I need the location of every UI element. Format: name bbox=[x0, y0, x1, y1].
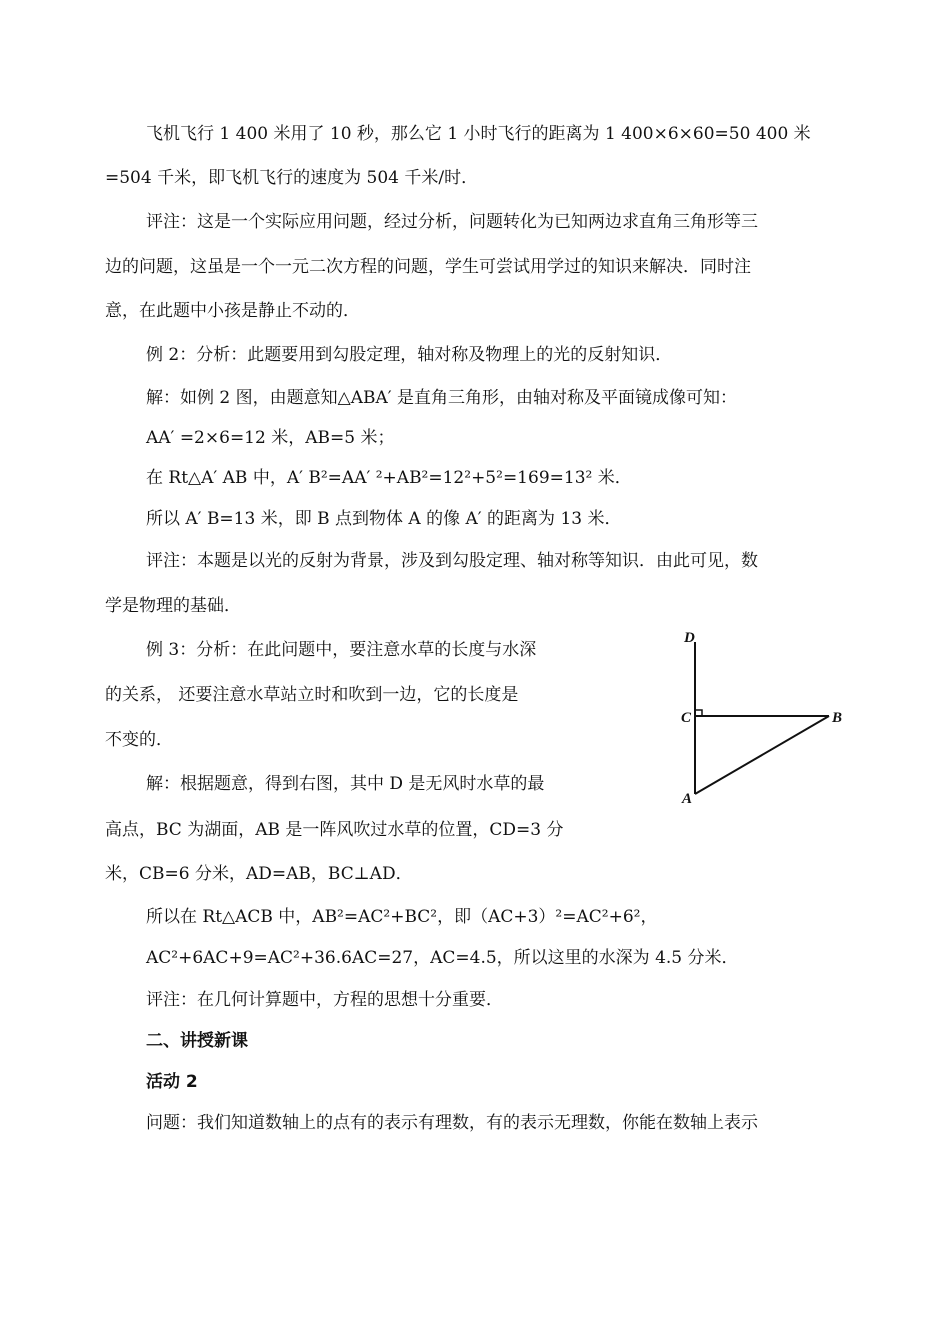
triangle-figure bbox=[676, 628, 856, 810]
paragraph-line: 所以在 Rt△ACB 中，AB²=AC²+BC²，即（AC+3）²=AC²+6²， bbox=[146, 907, 658, 927]
paragraph-line: 解：如例 2 图，由题意知△ABA′ 是直角三角形，由轴对称及平面镜成像可知： bbox=[146, 388, 738, 408]
paragraph-line: 意，在此题中小孩是静止不动的． bbox=[105, 301, 360, 321]
paragraph-line: 解：根据题意，得到右图，其中 D 是无风时水草的最 bbox=[146, 774, 545, 794]
paragraph-line: 不变的． bbox=[105, 730, 173, 750]
paragraph-line: 评注：本题是以光的反射为背景，涉及到勾股定理、轴对称等知识．由此可见，数 bbox=[146, 551, 758, 571]
paragraph-line: AA′ =2×6=12 米，AB=5 米； bbox=[146, 428, 395, 448]
label-b: B bbox=[832, 710, 843, 726]
paragraph-line: 例 2：分析：此题要用到勾股定理，轴对称及物理上的光的反射知识． bbox=[146, 345, 673, 365]
paragraph-line: 边的问题，这虽是一个一元二次方程的问题，学生可尝试用学过的知识来解决．同时注 bbox=[105, 257, 751, 277]
paragraph-line: 学是物理的基础． bbox=[105, 596, 241, 616]
section-heading: 二、讲授新课 bbox=[146, 1031, 248, 1051]
paragraph-line: 所以 A′ B=13 米，即 B 点到物体 A 的像 A′ 的距离为 13 米． bbox=[146, 509, 622, 529]
paragraph-line: 问题：我们知道数轴上的点有的表示有理数，有的表示无理数，你能在数轴上表示 bbox=[146, 1113, 758, 1133]
paragraph-line: 评注：在几何计算题中，方程的思想十分重要． bbox=[146, 990, 503, 1010]
label-c: C bbox=[681, 710, 692, 726]
paragraph-line: 的关系， 还要注意水草站立时和吹到一边，它的长度是 bbox=[105, 685, 519, 705]
paragraph-line: 在 Rt△A′ AB 中，A′ B²=AA′ ²+AB²=12²+5²=169=13² 米． bbox=[146, 468, 632, 488]
paragraph-line: 高点，BC 为湖面，AB 是一阵风吹过水草的位置，CD=3 分 bbox=[105, 820, 564, 840]
label-a: A bbox=[682, 791, 693, 807]
paragraph-line: AC²+6AC+9=AC²+36.6AC=27，AC=4.5，所以这里的水深为 4.5 分米． bbox=[146, 948, 739, 968]
paragraph-line: 例 3：分析：在此问题中，要注意水草的长度与水深 bbox=[146, 640, 537, 660]
segment-ab bbox=[695, 716, 829, 794]
label-d: D bbox=[684, 630, 695, 646]
paragraph-line: 评注：这是一个实际应用问题，经过分析，问题转化为已知两边求直角三角形等三 bbox=[146, 212, 758, 232]
paragraph-line: =504 千米，即飞机飞行的速度为 504 千米/时． bbox=[105, 168, 479, 188]
paragraph-line: 飞机飞行 1 400 米用了 10 秒，那么它 1 小时飞行的距离为 1 400×6×60=50 400 米 bbox=[146, 124, 811, 144]
paragraph-line: 米，CB=6 分米，AD=AB，BC⊥AD． bbox=[105, 864, 413, 884]
activity-heading: 活动 2 bbox=[146, 1072, 198, 1092]
